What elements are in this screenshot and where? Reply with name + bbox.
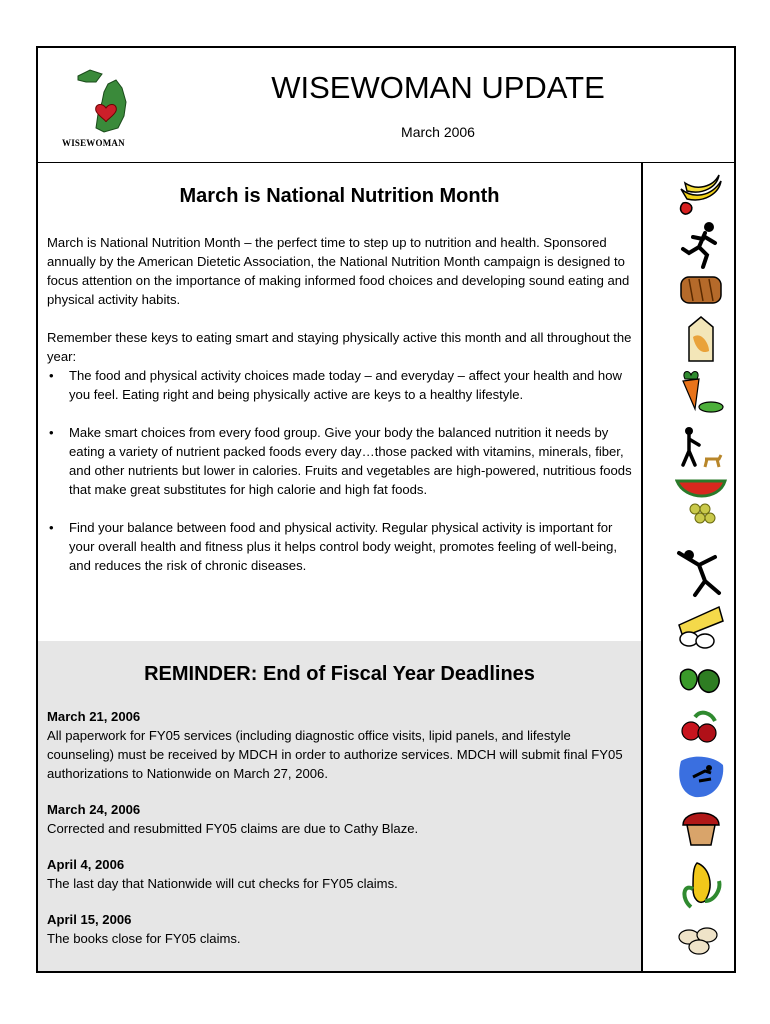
reminder-section-title: REMINDER: End of Fiscal Year Deadlines <box>144 663 535 685</box>
bread-icon <box>675 263 727 315</box>
keys-intro: Remember these keys to eating smart and staying physically active this month and all throughout the year: <box>47 330 632 364</box>
berries-icon <box>675 703 727 755</box>
nutrition-section-title: March is National Nutrition Month <box>179 185 500 207</box>
nutrition-intro: March is National Nutrition Month – the perfect time to step up to nutrition and health. Sponsored annually by the American Dietetic Association, the National Nutrition Month campaign is designed to focus attention on the importance of making informed food choices and developing sound eating and physical activity habits. <box>47 235 630 307</box>
deadline-date: March 21, 2006 <box>47 709 141 724</box>
nutrition-bullet-list <box>47 366 639 575</box>
deadline-item <box>47 800 637 838</box>
deadline-list <box>47 707 637 965</box>
bullet-icon: • <box>49 368 54 383</box>
corn-icon <box>675 859 727 911</box>
list-item: • Find your balance between food and physical activity. Regular physical activity is important for your overall health and fitness plus it helps control body weight, promotes feeling of well-being, and reduces the risk of chronic diseases. <box>49 520 618 573</box>
deadline-text: All paperwork for FY05 services (including diagnostic office visits, lipid panels, and lifestyle counseling) must be received by MDCH in order to authorize services. MDCH will submit final FY05 authorizations to Nationwide on March 27, 2006. <box>47 728 623 781</box>
deadline-text: The books close for FY05 claims. <box>47 931 241 946</box>
deadline-text: Corrected and resubmitted FY05 claims are due to Cathy Blaze. <box>47 821 419 836</box>
deadline-item <box>47 707 637 783</box>
carrots-peas-icon <box>675 365 727 417</box>
bullet-icon: • <box>49 425 54 440</box>
cheese-eggs-icon <box>675 597 727 649</box>
milk-carton-icon <box>675 313 727 365</box>
issue-date: March 2006 <box>401 124 475 140</box>
peppers-icon <box>675 655 727 707</box>
swimmer-icon <box>675 751 727 803</box>
logo-text: WISEWOMAN <box>62 138 125 148</box>
bullet-icon: • <box>49 520 54 535</box>
main-content <box>36 163 643 973</box>
newsletter-header <box>36 46 736 164</box>
deadline-item <box>47 855 637 893</box>
deadline-date: March 24, 2006 <box>47 802 141 817</box>
banana-strawberry-icon <box>675 169 727 221</box>
deadline-text: The last day that Nationwide will cut checks for FY05 claims. <box>47 876 398 891</box>
nutrition-month-section <box>38 163 641 641</box>
reminder-section <box>38 641 641 971</box>
walker-dog-icon <box>675 425 727 477</box>
list-item: • The food and physical activity choices made today – and everyday – affect your health and how you feel. Eating right and being physically active are keys to a healthy lifestyle. <box>49 368 622 402</box>
clipart-sidebar <box>643 163 736 973</box>
mushrooms-icon <box>675 915 727 967</box>
deadline-date: April 15, 2006 <box>47 912 132 927</box>
muffin-icon <box>675 801 727 853</box>
deadline-date: April 4, 2006 <box>47 857 125 872</box>
deadline-item <box>47 910 637 948</box>
list-item: • Make smart choices from every food group. Give your body the balanced nutrition it needs by eating a variety of nutrient packed foods every day…those packed with vitamins, minerals, fiber, and other nutrients but lower in calories. Fruits and vegetables are high-powered, nutritious foods that make great substitutes for high calorie and high fat foods. <box>49 425 632 497</box>
watermelon-grapes-icon <box>675 475 727 527</box>
stretching-person-icon <box>675 547 727 599</box>
page-title: WISEWOMAN UPDATE <box>271 70 605 105</box>
